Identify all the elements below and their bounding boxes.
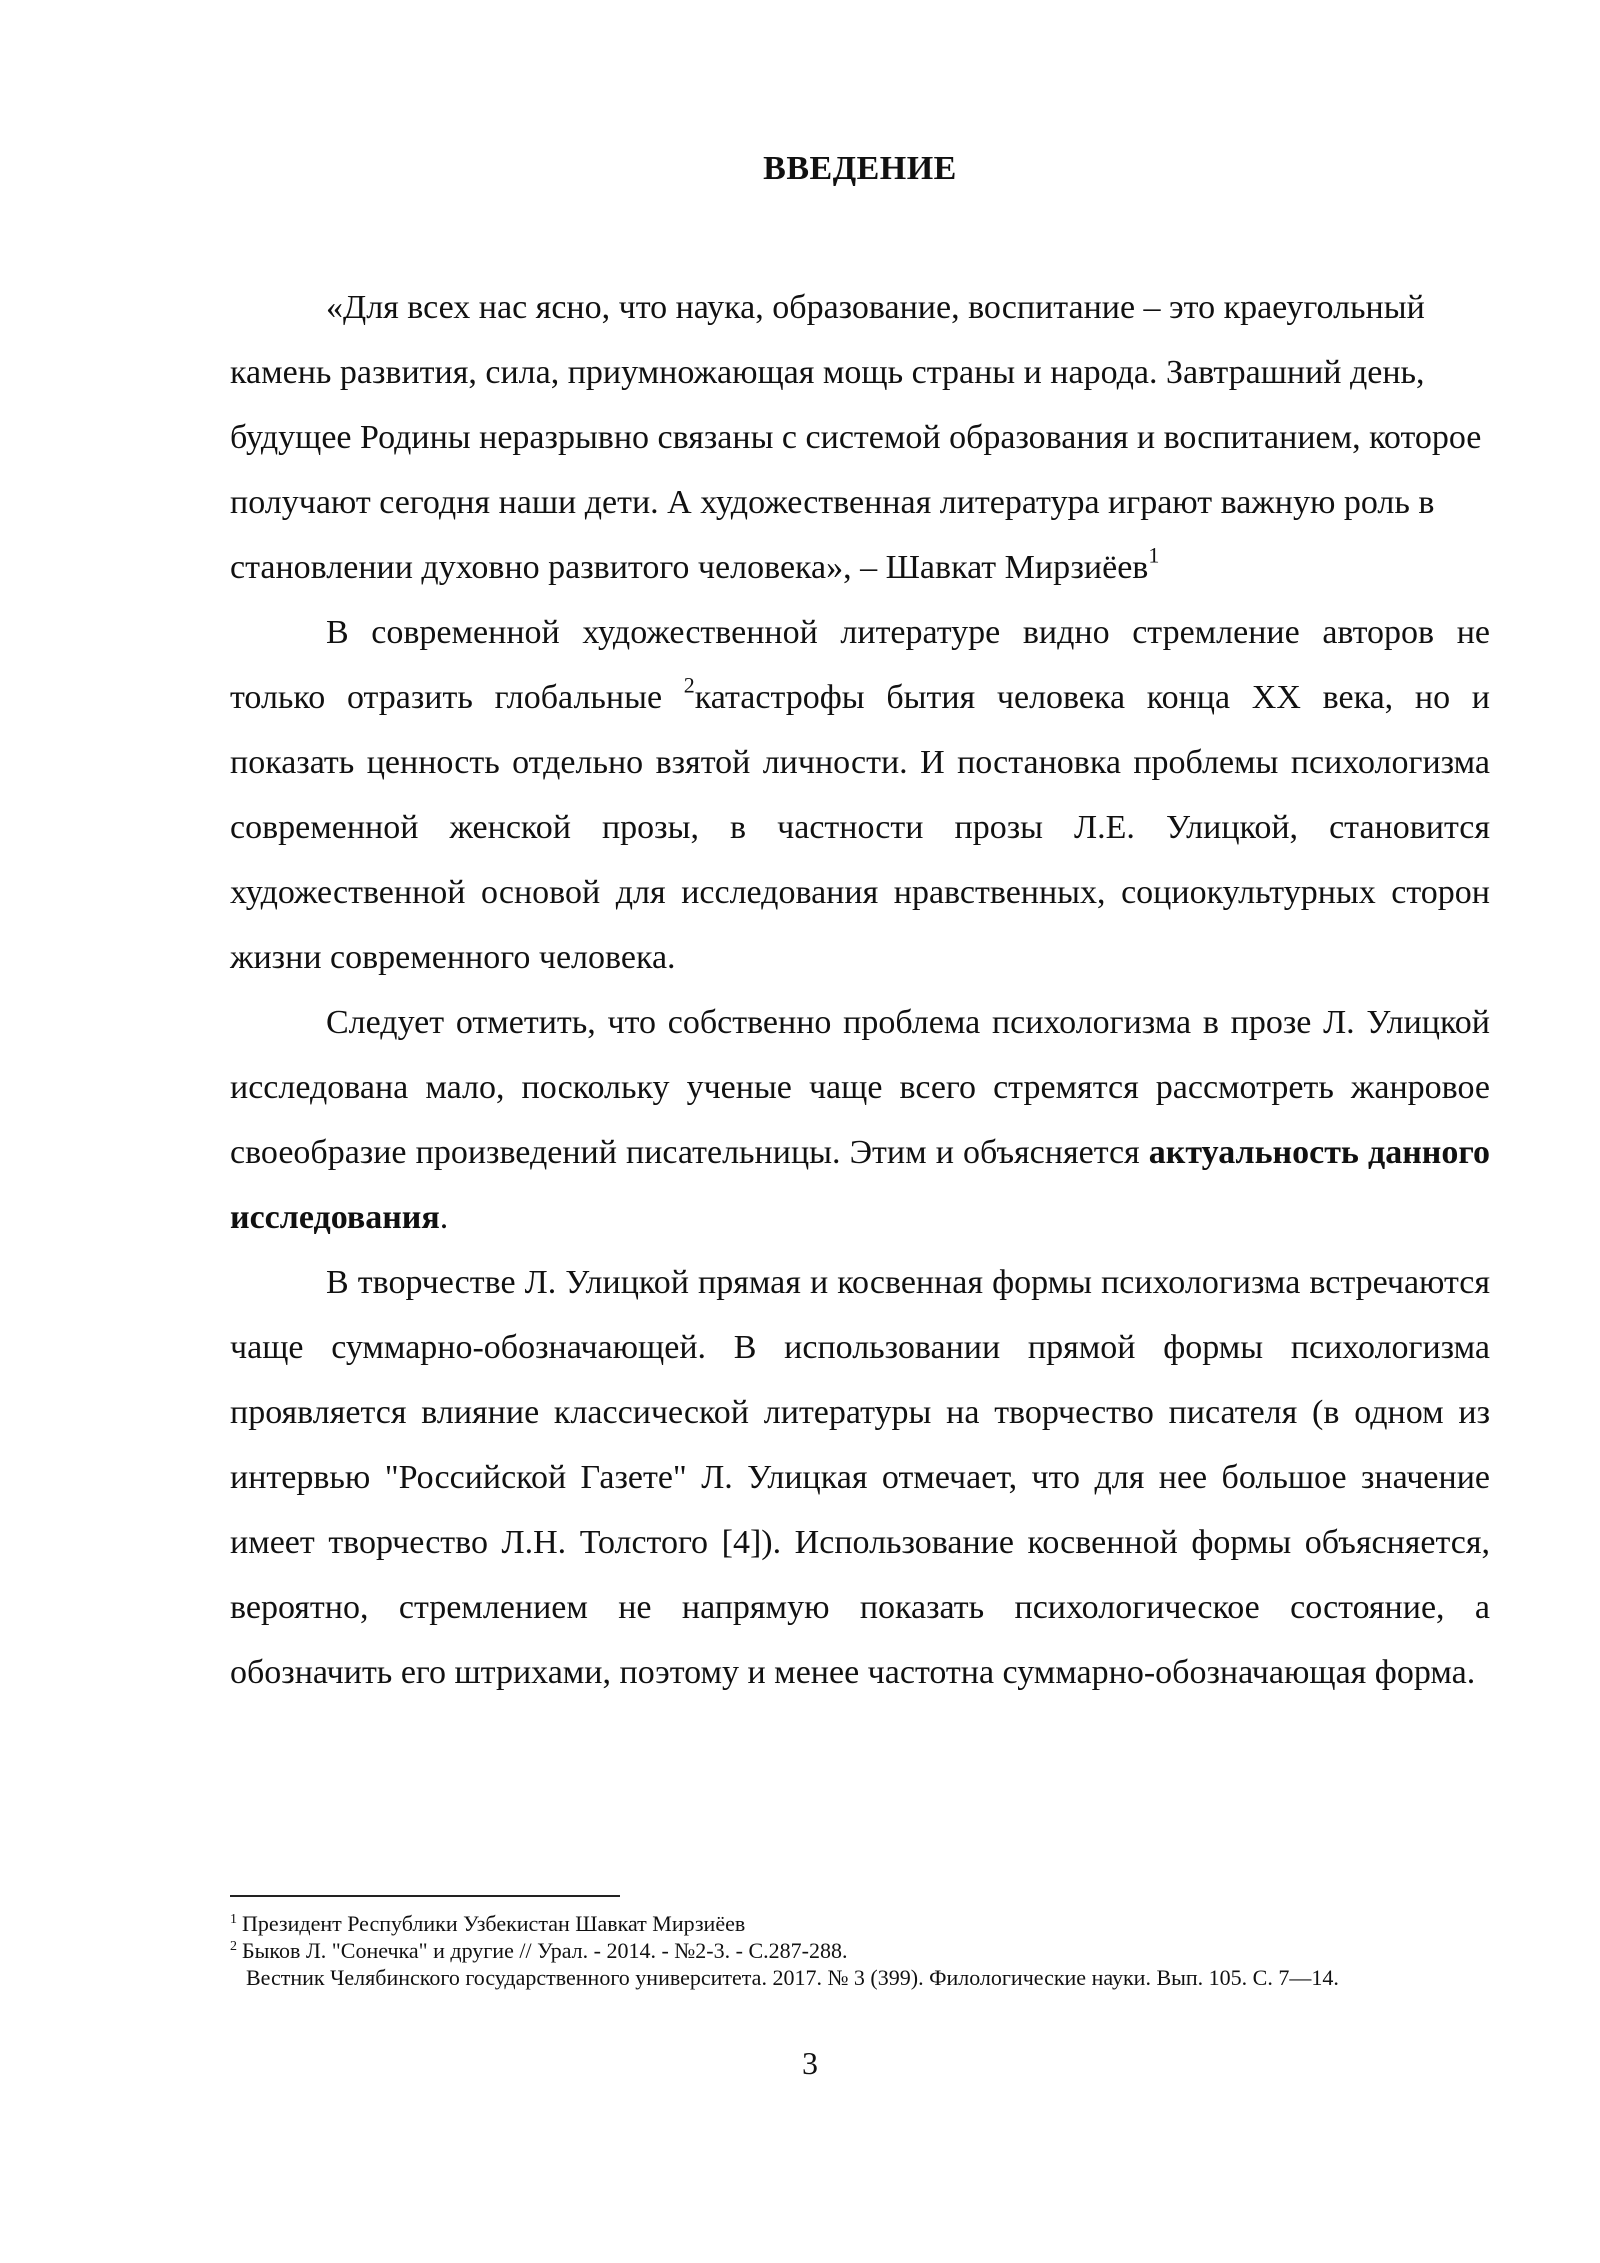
page-number: 3 (802, 2045, 818, 2081)
footnote-2 (230, 1937, 1490, 1964)
footnote-2-text: Быков Л. "Сонечка" и другие // Урал. - 2014. - №2-3. - С.287-288. (242, 1938, 848, 1963)
paragraph-forms-text: В творчестве Л. Улицкой прямая и косвенная формы психологизма встречаются чаще суммарно-обозначающей. В использовании прямой формы психологизма проявляется влияние классической литературы на творчество писателя (в одном из интервью "Российской Газете" Л. Улицкая отмечает, что для нее большое значение имеет творчество Л.Н. Толстого [4]). Использование косвенной формы объясняется, вероятно, стремлением не напрямую показать психологическое состояние, а обозначить его штрихами, поэтому и менее частотна суммарно-обозначающая форма. (230, 1264, 1490, 1691)
footnote-1 (230, 1910, 1490, 1937)
paragraph-context-text-start: В современной художественной литературе видно стремление авторов не только отразить глобальные (230, 614, 1490, 716)
footnote-ref-1: 1 (1148, 542, 1160, 568)
paragraph-context-text-end: катастрофы бытия человека конца XX века, но и показать ценность отдельно взятой личности. И постановка проблемы психологизма современной женской прозы, в частности прозы Л.Е. Улицкой, становится художественной основой для исследования нравственных, социокультурных сторон жизни современного человека. (230, 679, 1490, 976)
footnote-1-text: Президент Республики Узбекистан Шавкат Мирзиёев (242, 1911, 746, 1936)
footnote-2-mark: 2 (230, 1938, 237, 1954)
footnote-separator (230, 1895, 620, 1897)
paragraph-forms (230, 1250, 1490, 1705)
paragraph-relevance-text-end: . (439, 1199, 449, 1236)
footnotes (230, 1910, 1490, 1991)
footnote-2-continuation: Вестник Челябинского государственного университета. 2017. № 3 (399). Филологические науки. Вып. 105. С. 7—14. (246, 1965, 1339, 1990)
paragraph-quote (230, 275, 1490, 600)
paragraph-context (230, 600, 1490, 990)
paragraph-relevance (230, 990, 1490, 1250)
paragraph-quote-text: «Для всех нас ясно, что наука, образование, воспитание – это краеугольный камень развития, сила, приумножающая мощь страны и народа. Завтрашний день, будущее Родины неразрывно связаны с системой образования и воспитанием, которое получают сегодня наши дети. А художественная литература играют важную роль в становлении духовно развитого человека», – Шавкат Мирзиёев (230, 289, 1482, 586)
paragraph-relevance-text-start: Следует отметить, что собственно проблема психологизма в прозе Л. Улицкой исследована мало, поскольку ученые чаще всего стремятся рассмотреть жанровое своеобразие произведений писательницы. Этим и объясняется (230, 1004, 1490, 1171)
footnote-1-mark: 1 (230, 1911, 237, 1927)
body-text (230, 275, 1490, 1705)
page-title: ВВЕДЕНИЕ (763, 150, 957, 187)
footnote-ref-2: 2 (683, 672, 695, 698)
relevance-emphasis: актуальность данного исследования (230, 1134, 1490, 1236)
